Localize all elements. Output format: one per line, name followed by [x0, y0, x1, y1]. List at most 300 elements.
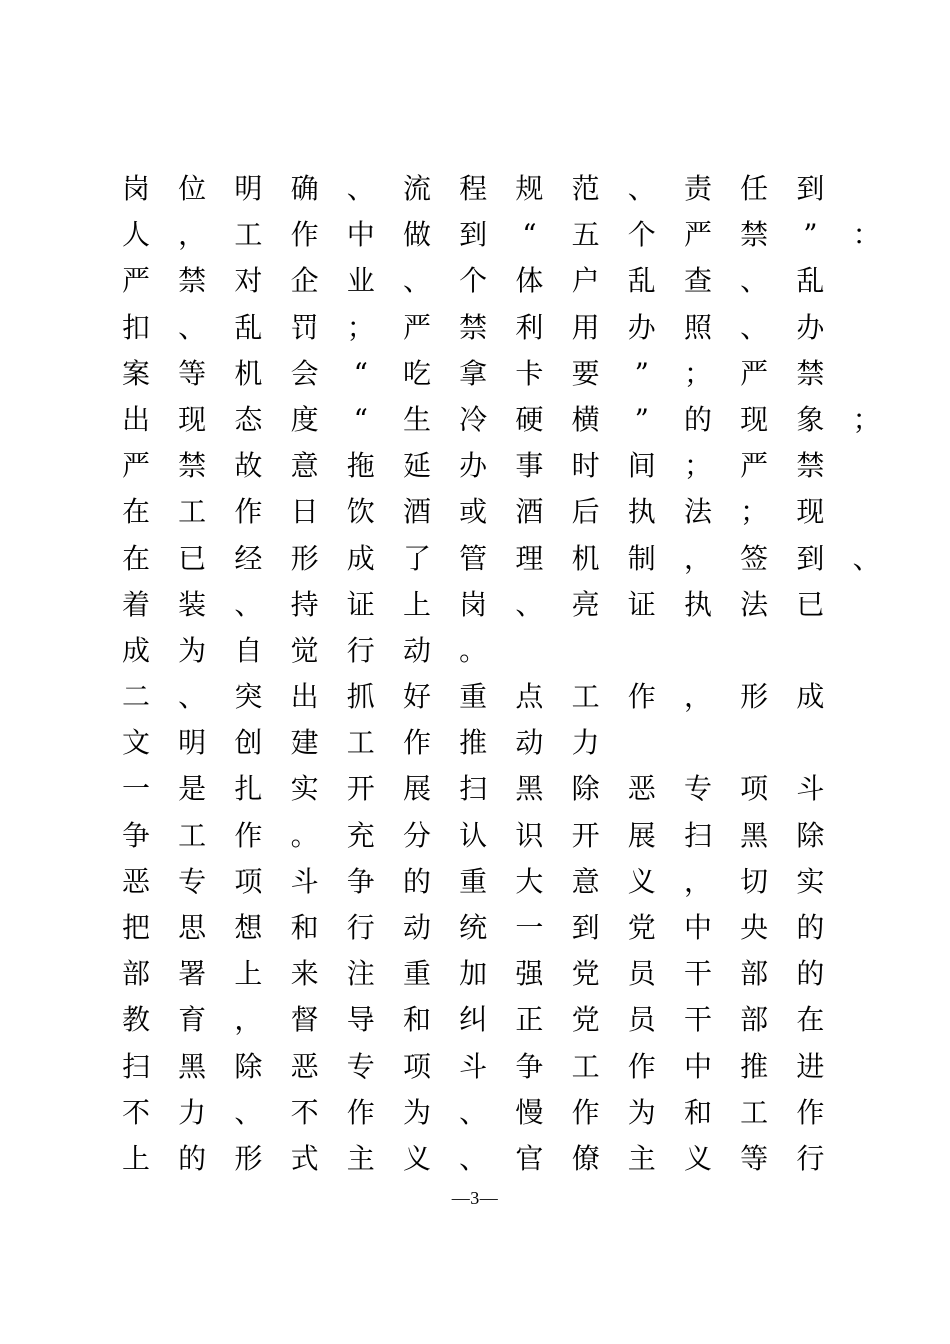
text-line — [120, 443, 850, 489]
text-char: 扫 — [459, 772, 488, 806]
text-char: 证 — [346, 587, 375, 621]
text-char: 抓 — [346, 680, 375, 714]
text-char: 扣 — [121, 310, 150, 344]
text-char: 僚 — [571, 1141, 600, 1175]
text-line — [120, 489, 850, 535]
text-line — [120, 766, 850, 812]
text-char: 为 — [627, 1095, 656, 1129]
text-char: 到 — [796, 541, 825, 575]
text-char: 对 — [234, 264, 263, 298]
text-char: 严 — [683, 218, 712, 252]
text-char: 强 — [515, 957, 544, 991]
text-char: 户 — [571, 264, 600, 298]
text-char: 签 — [740, 541, 769, 575]
text-char: 用 — [571, 310, 600, 344]
text-char: 的 — [178, 1141, 207, 1175]
text-char: 建 — [290, 726, 319, 760]
text-char: 到 — [796, 172, 825, 205]
text-char: 理 — [515, 541, 544, 575]
text-char: 办 — [459, 449, 488, 483]
text-char: 生 — [402, 402, 431, 436]
text-char: 开 — [346, 772, 375, 806]
text-char: 为 — [178, 633, 207, 667]
text-char: 除 — [571, 772, 600, 806]
text-char: 的 — [796, 957, 825, 991]
text-char: 到 — [459, 218, 488, 252]
text-char: 现 — [796, 495, 825, 529]
text-char: 作 — [234, 495, 263, 529]
text-char: 慢 — [515, 1095, 544, 1129]
text-char: 企 — [290, 264, 319, 298]
text-char: 经 — [234, 541, 263, 575]
text-char: 形 — [740, 680, 769, 714]
text-char: 作 — [627, 1049, 656, 1083]
text-char: 日 — [290, 495, 319, 529]
text-char: 义 — [402, 1141, 431, 1175]
text-char: 扫 — [683, 818, 712, 852]
text-char: 上 — [121, 1141, 150, 1175]
text-char: 展 — [402, 772, 431, 806]
text-char: 、 — [459, 1141, 488, 1175]
text-char: 业 — [346, 264, 375, 298]
text-char: ” — [634, 356, 649, 390]
text-char: 分 — [402, 818, 431, 852]
text-char: 规 — [515, 172, 544, 205]
text-char: 间 — [627, 449, 656, 483]
text-char: “ — [522, 218, 537, 252]
text-char: 专 — [346, 1049, 375, 1083]
text-char: ； — [683, 449, 712, 483]
text-char: 、 — [346, 172, 375, 205]
text-char: 禁 — [178, 264, 207, 298]
text-char: 管 — [459, 541, 488, 575]
text-char: 形 — [234, 1141, 263, 1175]
text-char: 实 — [290, 772, 319, 806]
text-char: ， — [683, 864, 712, 898]
text-line — [120, 951, 850, 997]
text-char: 黑 — [515, 772, 544, 806]
text-char: 出 — [121, 402, 150, 436]
text-char: 官 — [515, 1141, 544, 1175]
text-char: 机 — [234, 356, 263, 390]
text-char: 成 — [796, 680, 825, 714]
text-line — [120, 674, 850, 720]
text-char: 、 — [178, 680, 207, 714]
text-char: 位 — [178, 172, 207, 205]
text-char: 要 — [571, 356, 600, 390]
text-char: 禁 — [796, 449, 825, 483]
text-char: 、 — [852, 541, 881, 575]
text-char: 吃 — [402, 356, 431, 390]
text-char: 流 — [402, 172, 431, 205]
text-char: 部 — [121, 957, 150, 991]
text-char: 任 — [740, 172, 769, 205]
text-char: 中 — [683, 911, 712, 944]
text-char: 实 — [796, 864, 825, 898]
text-char: 二 — [121, 680, 150, 714]
text-line — [120, 813, 850, 859]
text-char: 罚 — [290, 310, 319, 344]
text-char: 工 — [571, 1049, 600, 1083]
text-char: 做 — [402, 218, 431, 252]
text-char: 作 — [346, 1095, 375, 1129]
text-char: 干 — [683, 957, 712, 991]
text-char: 态 — [234, 402, 263, 436]
text-char: 证 — [627, 587, 656, 621]
text-char: 作 — [234, 818, 263, 852]
text-char: 五 — [571, 218, 600, 252]
text-char: 党 — [627, 911, 656, 944]
text-char: 饮 — [346, 495, 375, 529]
text-char: 现 — [740, 402, 769, 436]
text-char: 象 — [796, 402, 825, 436]
text-char: 动 — [515, 726, 544, 760]
text-char: 自 — [234, 633, 263, 667]
text-char: 争 — [515, 1049, 544, 1083]
text-char: 乱 — [796, 264, 825, 298]
text-char: 拿 — [459, 356, 488, 390]
text-char: 扫 — [121, 1049, 150, 1083]
text-char: 酒 — [402, 495, 431, 529]
text-char: 禁 — [178, 449, 207, 483]
text-char: 重 — [402, 957, 431, 991]
text-char: 纠 — [459, 1003, 488, 1037]
text-char: 严 — [740, 449, 769, 483]
text-char: 不 — [290, 1095, 319, 1129]
text-char: 已 — [796, 587, 825, 621]
text-char: 作 — [290, 218, 319, 252]
text-char: 或 — [459, 495, 488, 529]
text-char: 识 — [515, 818, 544, 852]
text-char: 扎 — [234, 772, 263, 806]
text-char: 形 — [290, 541, 319, 575]
text-char: 现 — [178, 402, 207, 436]
text-line — [120, 720, 850, 766]
text-char: 创 — [234, 726, 263, 760]
text-char: 利 — [515, 310, 544, 344]
text-char: 等 — [178, 356, 207, 390]
text-line — [120, 397, 881, 443]
text-line — [120, 997, 850, 1043]
text-char: 禁 — [459, 310, 488, 344]
text-char: 办 — [627, 310, 656, 344]
text-char: 作 — [627, 680, 656, 714]
text-char: 到 — [571, 911, 600, 944]
text-char: 动 — [402, 633, 431, 667]
text-char: 着 — [121, 587, 150, 621]
text-line — [120, 1090, 850, 1136]
text-char: 主 — [346, 1141, 375, 1175]
text-char: 在 — [121, 495, 150, 529]
text-char: 和 — [683, 1095, 712, 1129]
text-char: “ — [353, 402, 368, 436]
text-char: ” — [803, 218, 818, 252]
text-char: 思 — [178, 911, 207, 944]
text-char: 中 — [346, 218, 375, 252]
text-line — [120, 305, 850, 351]
text-char: 工 — [346, 726, 375, 760]
text-char: 恶 — [627, 772, 656, 806]
text-char: 教 — [121, 1003, 150, 1037]
text-char: 专 — [683, 772, 712, 806]
text-char: ” — [634, 402, 649, 436]
text-char: 乱 — [234, 310, 263, 344]
text-char: 开 — [571, 818, 600, 852]
text-char: ， — [234, 1003, 263, 1037]
text-char: 推 — [740, 1049, 769, 1083]
text-char: 切 — [740, 864, 769, 898]
text-char: 在 — [796, 1003, 825, 1037]
text-char: 干 — [683, 1003, 712, 1037]
text-char: 、 — [178, 310, 207, 344]
text-line — [120, 351, 850, 397]
page-number: —3— — [451, 1188, 499, 1208]
text-char: 中 — [683, 1049, 712, 1083]
text-char: 成 — [346, 541, 375, 575]
text-char: 严 — [740, 356, 769, 390]
text-char: 、 — [627, 172, 656, 205]
text-char: ， — [178, 218, 207, 252]
text-char: 推 — [459, 726, 488, 760]
text-char: 注 — [346, 957, 375, 991]
text-char: 和 — [402, 1003, 431, 1037]
text-char: 程 — [459, 172, 488, 205]
text-char: 统 — [459, 911, 488, 944]
text-char: 充 — [346, 818, 375, 852]
text-char: 点 — [515, 680, 544, 714]
text-char: 作 — [796, 1095, 825, 1129]
text-char: ； — [852, 402, 881, 436]
text-char: 工 — [234, 218, 263, 252]
text-char: 除 — [796, 818, 825, 852]
text-line — [120, 1044, 850, 1090]
text-char: 党 — [571, 1003, 600, 1037]
text-line — [120, 628, 850, 674]
text-char: 等 — [740, 1141, 769, 1175]
text-char: 事 — [515, 449, 544, 483]
text-line — [120, 212, 881, 258]
text-char: 重 — [459, 680, 488, 714]
text-char: 在 — [121, 541, 150, 575]
text-char: ， — [683, 680, 712, 714]
text-char: 加 — [459, 957, 488, 991]
text-line — [120, 582, 850, 628]
text-char: ； — [683, 356, 712, 390]
text-char: 延 — [402, 449, 431, 483]
text-char: 明 — [234, 172, 263, 205]
text-char: 责 — [683, 172, 712, 205]
text-char: 黑 — [178, 1049, 207, 1083]
text-char: 项 — [234, 864, 263, 898]
text-char: 行 — [346, 911, 375, 944]
text-char: 斗 — [459, 1049, 488, 1083]
text-char: 正 — [515, 1003, 544, 1037]
text-char: 、 — [459, 1095, 488, 1129]
text-char: 了 — [402, 541, 431, 575]
text-char: 觉 — [290, 633, 319, 667]
text-char: 项 — [402, 1049, 431, 1083]
text-char: 、 — [234, 587, 263, 621]
text-char: 项 — [740, 772, 769, 806]
text-char: 大 — [515, 864, 544, 898]
text-char: 力 — [571, 726, 600, 760]
text-char: 为 — [402, 1095, 431, 1129]
text-char: 已 — [178, 541, 207, 575]
text-char: 、 — [740, 264, 769, 298]
text-char: 力 — [178, 1095, 207, 1129]
text-char: 恶 — [290, 1049, 319, 1083]
text-char: 文 — [121, 726, 150, 760]
text-char: 作 — [571, 1095, 600, 1129]
text-char: 拖 — [346, 449, 375, 483]
text-line — [120, 536, 881, 582]
text-char: 动 — [402, 911, 431, 944]
text-char: 部 — [740, 957, 769, 991]
text-char: 督 — [290, 1003, 319, 1037]
text-char: 法 — [683, 495, 712, 529]
text-char: 斗 — [796, 772, 825, 806]
text-char: 案 — [121, 356, 150, 390]
text-char: 好 — [402, 680, 431, 714]
text-char: 展 — [627, 818, 656, 852]
text-char: 导 — [346, 1003, 375, 1037]
text-char: 的 — [796, 911, 825, 944]
text-char: 行 — [796, 1141, 825, 1175]
text-char: 严 — [121, 449, 150, 483]
text-char: 除 — [234, 1049, 263, 1083]
text-char: 办 — [796, 310, 825, 344]
text-char: 度 — [290, 402, 319, 436]
text-line — [120, 166, 850, 212]
text-char: 机 — [571, 541, 600, 575]
text-char: 确 — [290, 172, 319, 205]
text-char: 来 — [290, 957, 319, 991]
text-char: 硬 — [515, 402, 544, 436]
text-char: ， — [683, 541, 712, 575]
text-char: “ — [353, 356, 368, 390]
text-char: 意 — [290, 449, 319, 483]
text-char: 卡 — [515, 356, 544, 390]
text-char: ； — [346, 310, 375, 344]
text-char: 争 — [121, 818, 150, 852]
text-char: 执 — [683, 587, 712, 621]
text-char: 作 — [402, 726, 431, 760]
text-char: 、 — [234, 1095, 263, 1129]
text-char: 制 — [627, 541, 656, 575]
text-char: 明 — [178, 726, 207, 760]
text-char: 范 — [571, 172, 600, 205]
text-char: 人 — [121, 218, 150, 252]
text-line — [120, 859, 850, 905]
text-char: 工 — [571, 680, 600, 714]
text-char: 不 — [121, 1095, 150, 1129]
text-char: 央 — [740, 911, 769, 944]
text-char: 进 — [796, 1049, 825, 1083]
text-char: 个 — [627, 218, 656, 252]
text-char: 和 — [290, 911, 319, 944]
text-char: 、 — [402, 264, 431, 298]
body-text — [120, 166, 881, 1182]
text-char: 上 — [402, 587, 431, 621]
text-char: 乱 — [627, 264, 656, 298]
text-char: 禁 — [796, 356, 825, 390]
text-char: 义 — [627, 864, 656, 898]
text-char: 岗 — [459, 587, 488, 621]
text-char: 的 — [402, 864, 431, 898]
text-char: 查 — [683, 264, 712, 298]
text-char: ； — [740, 495, 769, 529]
text-char: 认 — [459, 818, 488, 852]
text-char: 署 — [178, 957, 207, 991]
text-char: 重 — [459, 864, 488, 898]
text-char: 突 — [234, 680, 263, 714]
text-char: 时 — [571, 449, 600, 483]
text-char: 把 — [121, 911, 150, 944]
text-char: 部 — [740, 1003, 769, 1037]
text-char: 持 — [290, 587, 319, 621]
text-char: 严 — [121, 264, 150, 298]
text-char: 工 — [740, 1095, 769, 1129]
text-char: 员 — [627, 957, 656, 991]
text-char: 行 — [346, 633, 375, 667]
text-char: 酒 — [515, 495, 544, 529]
text-char: 是 — [178, 772, 207, 806]
text-char: 、 — [515, 587, 544, 621]
text-char: 故 — [234, 449, 263, 483]
text-char: 体 — [515, 264, 544, 298]
text-char: 成 — [121, 633, 150, 667]
text-char: 义 — [683, 1141, 712, 1175]
text-char: 党 — [571, 957, 600, 991]
text-char: 恶 — [121, 864, 150, 898]
text-char: 斗 — [290, 864, 319, 898]
text-char: 冷 — [459, 402, 488, 436]
text-char: 工 — [178, 818, 207, 852]
text-char: 工 — [178, 495, 207, 529]
text-char: 后 — [571, 495, 600, 529]
text-char: 。 — [459, 633, 488, 667]
text-char: 禁 — [740, 218, 769, 252]
text-char: 亮 — [571, 587, 600, 621]
text-char: ： — [852, 218, 881, 252]
text-char: 执 — [627, 495, 656, 529]
text-char: 个 — [459, 264, 488, 298]
text-char: 一 — [121, 772, 150, 806]
text-char: 、 — [740, 310, 769, 344]
text-line — [120, 258, 850, 304]
text-char: 严 — [402, 310, 431, 344]
text-char: 岗 — [121, 172, 150, 205]
text-char: 意 — [571, 864, 600, 898]
text-char: 专 — [178, 864, 207, 898]
text-char: 装 — [178, 587, 207, 621]
text-char: 出 — [290, 680, 319, 714]
text-char: 想 — [234, 911, 263, 944]
text-char: 会 — [290, 356, 319, 390]
text-char: 式 — [290, 1141, 319, 1175]
text-char: 育 — [178, 1003, 207, 1037]
text-char: 法 — [740, 587, 769, 621]
text-line — [120, 1136, 850, 1182]
text-line — [120, 905, 850, 951]
text-char: 主 — [627, 1141, 656, 1175]
text-char: 。 — [290, 818, 319, 852]
text-char: 横 — [571, 402, 600, 436]
text-char: 一 — [515, 911, 544, 944]
text-char: 争 — [346, 864, 375, 898]
text-char: 照 — [683, 310, 712, 344]
text-char: 员 — [627, 1003, 656, 1037]
